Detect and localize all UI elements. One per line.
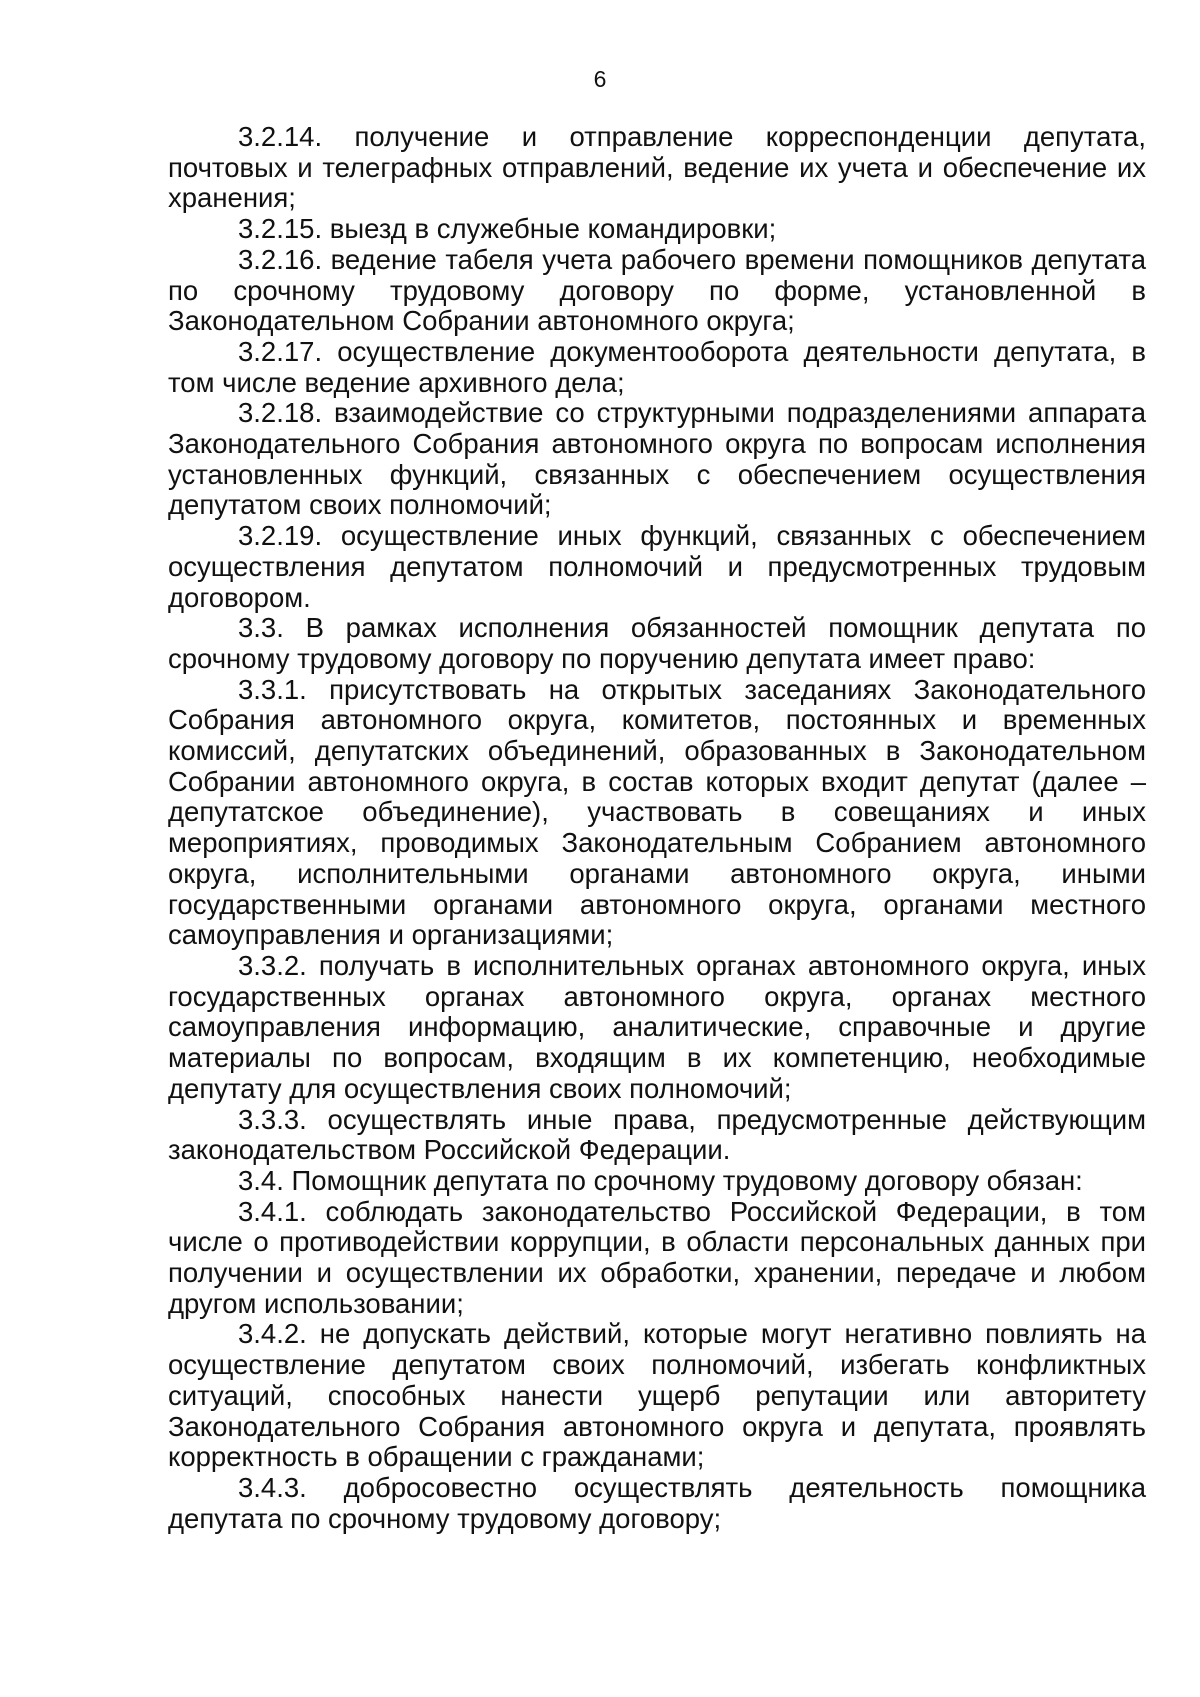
paragraph-3-4-1: 3.4.1. соблюдать законодательство Российской Федерации, в том числе о противодействии коррупции, в области персональных данных при получении и осуществлении их обработки, хранении, передаче и любом другом использовании;: [168, 1195, 1146, 1319]
paragraph-3-2-14: 3.2.14. получение и отправление корреспонденции депутата, почтовых и телеграфных отправлений, ведение их учета и обеспечение их хранения;: [168, 121, 1146, 214]
paragraph-3-3-2: 3.3.2. получать в исполнительных органах автономного округа, иных государственных органах автономного округа, органах местного самоуправления информацию, аналитические, справочные и другие материалы по вопросам, входящим в их компетенцию, необходимые депутату для осуществления своих полномочий;: [168, 949, 1146, 1104]
paragraph-3-3-1: 3.3.1. присутствовать на открытых заседаниях Законодательного Собрания автономного округа, комитетов, постоянных и временных комиссий, депутатских объединений, образованных в Законодательном Собрании автономного округа, в состав которых входит депутат (далее – депутатское объединение), участвовать в совещаниях и иных мероприятиях, проводимых Законодательным Собранием автономного округа, исполнительными органами автономного округа, иными государственными органами автономного округа, органами местного самоуправления и организациями;: [168, 673, 1146, 951]
paragraph-3-2-18: 3.2.18. взаимодействие со структурными подразделениями аппарата Законодательного Собрания автономного округа по вопросам исполнения установленных функций, связанных с обеспечением осуществления депутатом своих полномочий;: [168, 397, 1146, 521]
paragraph-3-3: 3.3. В рамках исполнения обязанностей помощник депутата по срочному трудовому договору по поручению депутата имеет право:: [168, 612, 1146, 674]
paragraph-3-4-3: 3.4.3. добросовестно осуществлять деятельность помощника депутата по срочному трудовому договору;: [168, 1471, 1146, 1534]
paragraph-3-3-3: 3.3.3. осуществлять иные права, предусмотренные действующим законодательством Российской Федерации.: [168, 1103, 1146, 1166]
paragraph-3-4: 3.4. Помощник депутата по срочному трудовому договору обязан:: [238, 1164, 1083, 1196]
paragraph-3-4-2: 3.4.2. не допускать действий, которые могут негативно повлиять на осуществление депутатом своих полномочий, избегать конфликтных ситуаций, способных нанести ущерб репутации или авторитету Законодательного Собрания автономного округа и депутата, проявлять корректность в обращении с гражданами;: [168, 1318, 1146, 1473]
paragraph-3-2-15: 3.2.15. выезд в служебные командировки;: [238, 213, 777, 245]
paragraph-3-2-19: 3.2.19. осуществление иных функций, связанных с обеспечением осуществления депутатом полномочий и предусмотренных трудовым договором.: [168, 520, 1146, 613]
paragraph-3-2-17: 3.2.17. осуществление документооборота деятельности депутата, в том числе ведение архивного дела;: [168, 335, 1146, 398]
page-number: 6: [593, 66, 607, 92]
paragraph-3-2-16: 3.2.16. ведение табеля учета рабочего времени помощников депутата по срочному трудовому договору по форме, установленной в Законодательном Собрании автономного округа;: [168, 243, 1146, 337]
document-body: [168, 122, 1146, 1534]
